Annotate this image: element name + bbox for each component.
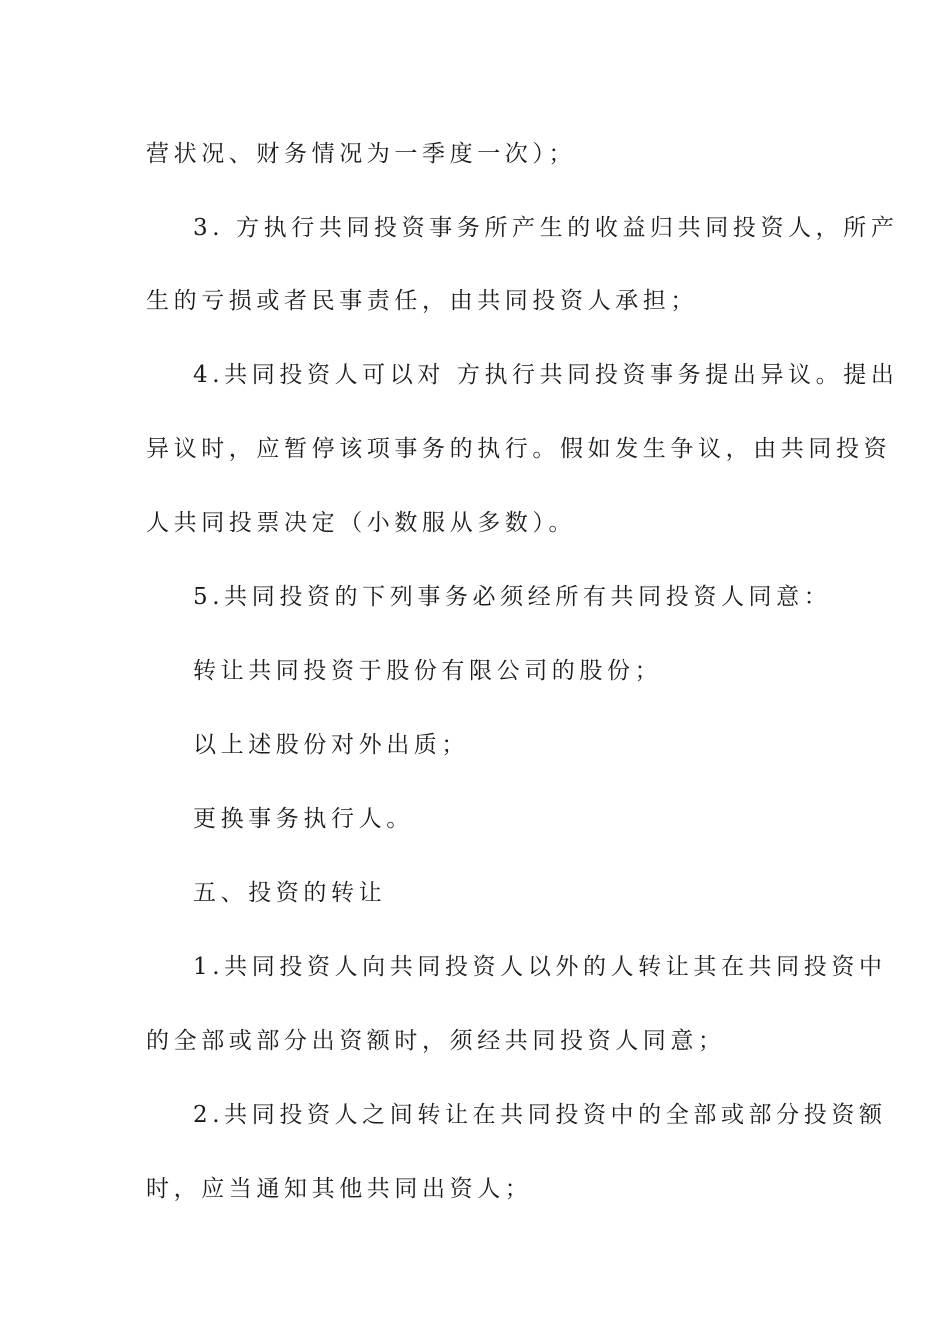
paragraph-line: 1.共同投资人向共同投资人以外的人转让其在共同投资中 — [193, 954, 887, 980]
section-heading: 五、投资的转让 — [193, 880, 387, 906]
paragraph-line: 转让共同投资于股份有限公司的股份； — [193, 658, 663, 684]
paragraph-line: 5.共同投资的下列事务必须经所有共同投资人同意： — [193, 584, 832, 610]
paragraph-line: 时，应当通知其他共同出资人； — [146, 1176, 533, 1202]
paragraph-line: 3. 方执行共同投资事务所产生的收益归共同投资人，所产 — [193, 215, 899, 241]
paragraph-line: 2.共同投资人之间转让在共同投资中的全部或部分投资额 — [193, 1102, 887, 1128]
paragraph-line: 的全部或部分出资额时，须经共同投资人同意； — [146, 1028, 726, 1054]
paragraph-line: 以上述股份对外出质； — [193, 732, 469, 758]
paragraph-line: 营状况、财务情况为一季度一次）； — [146, 141, 577, 167]
paragraph-line: 人共同投票决定（小数服从多数）。 — [146, 510, 577, 536]
paragraph-line: 异议时，应暂停该项事务的执行。假如发生争议，由共同投资 — [146, 436, 892, 462]
paragraph-line: 4.共同投资人可以对 方执行共同投资事务提出异议。提出 — [193, 362, 899, 388]
paragraph-line: 更换事务执行人。 — [193, 806, 414, 832]
paragraph-line: 生的亏损或者民事责任，由共同投资人承担； — [146, 288, 698, 314]
